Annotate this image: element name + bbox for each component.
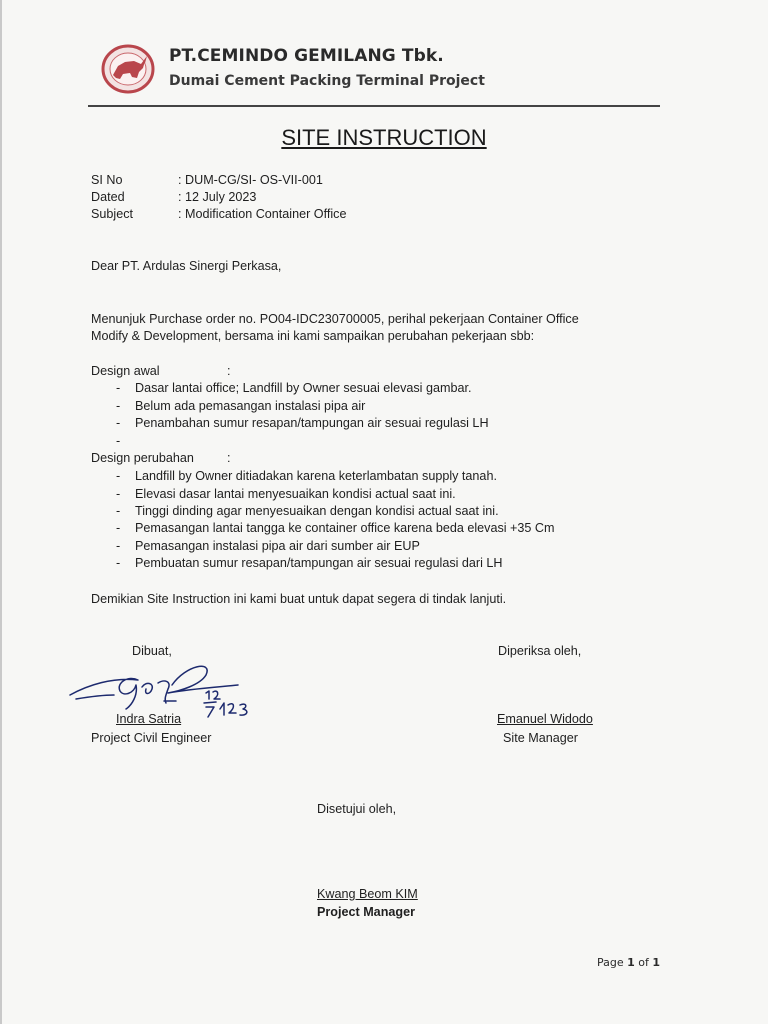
design-perubahan-colon: : [227,451,231,465]
center-sign-caption: Disetujui oleh, [317,802,397,816]
dated-label: Dated [91,190,125,204]
design-perubahan-label: Design perubahan [91,451,194,465]
page-number [597,956,660,969]
si-no-label: SI No [91,173,123,187]
center-sign-name: Kwang Beom KIM [317,887,418,901]
design-awal-colon: : [227,364,231,378]
right-sign-name: Emanuel Widodo [497,712,593,726]
center-sign-role: Project Manager [317,905,415,919]
left-sign-role: Project Civil Engineer [91,731,212,745]
bullet-marker: - [116,539,121,553]
company-name: PT.CEMINDO GEMILANG Tbk. [169,46,444,66]
intro-line-1: Menunjuk Purchase order no. PO04-IDC230700005, perihal pekerjaan Container Office [91,312,579,326]
page-edge [0,0,2,1024]
bullet-marker: - [116,434,121,448]
page-total: 1 [652,956,661,969]
si-no-value: : DUM-CG/SI- OS-VII-001 [178,173,323,187]
bullet-marker: - [116,469,121,483]
design-awal-item: Belum ada pemasangan instalasi pipa air [135,399,366,413]
left-sign-name: Indra Satria [116,712,182,726]
design-perubahan-item: Tinggi dinding agar menyesuaikan dengan kondisi actual saat ini. [135,504,499,518]
company-logo [101,44,155,94]
salutation: Dear PT. Ardulas Sinergi Perkasa, [91,259,282,273]
right-sign-caption: Diperiksa oleh, [498,644,582,658]
bullet-marker: - [116,521,121,535]
closing-sentence: Demikian Site Instruction ini kami buat untuk dapat segera di tindak lanjuti. [91,592,507,606]
bullet-marker: - [116,416,121,430]
bullet-marker: - [116,504,121,518]
document-title: SITE INSTRUCTION [281,125,487,150]
design-perubahan-item: Pembuatan sumur resapan/tampungan air sesuai regulasi dari LH [135,556,503,570]
left-sign-caption: Dibuat, [132,644,172,658]
design-perubahan-item: Elevasi dasar lantai menyesuaikan kondisi actual saat ini. [135,487,456,501]
bullet-marker: - [116,556,121,570]
header-divider [88,105,660,107]
dated-value: : 12 July 2023 [178,190,257,204]
subject-label: Subject [91,207,134,221]
design-perubahan-item: Landfill by Owner ditiadakan karena keterlambatan supply tanah. [135,469,497,483]
page-prefix: Page [597,956,628,969]
bullet-marker: - [116,399,121,413]
subject-value: : Modification Container Office [178,207,347,221]
bullet-marker: - [116,487,121,501]
page-current: 1 [627,956,635,969]
bullet-marker: - [116,381,121,395]
design-awal-item: Dasar lantai office; Landfill by Owner sesuai elevasi gambar. [135,381,472,395]
page-sep: of [634,956,653,969]
design-perubahan-item: Pemasangan lantai tangga ke container office karena beda elevasi +35 Cm [135,521,555,535]
project-name: Dumai Cement Packing Terminal Project [169,73,485,89]
design-awal-label: Design awal [91,364,160,378]
intro-line-2: Modify & Development, bersama ini kami sampaikan perubahan pekerjaan sbb: [91,329,535,343]
design-perubahan-item: Pemasangan instalasi pipa air dari sumber air EUP [135,539,420,553]
right-sign-role: Site Manager [503,731,578,745]
design-awal-item: Penambahan sumur resapan/tampungan air sesuai regulasi LH [135,416,489,430]
